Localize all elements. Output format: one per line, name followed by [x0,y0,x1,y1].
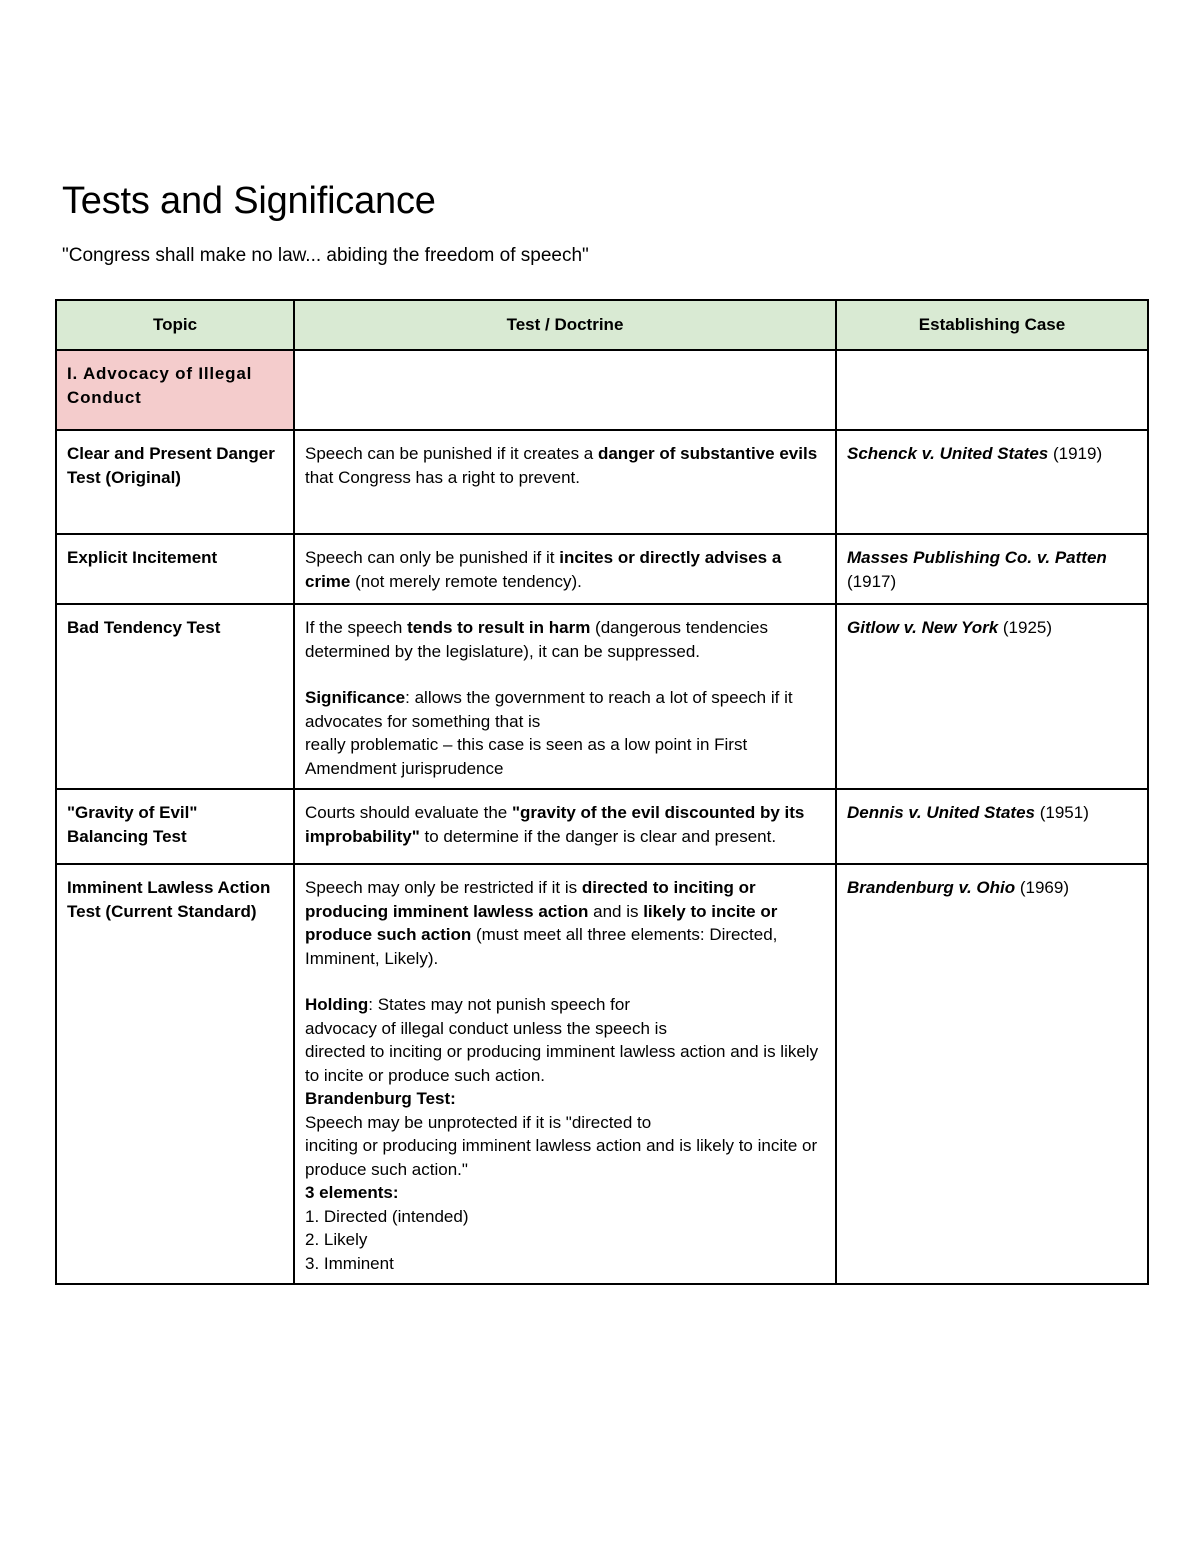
case-year: (1925) [998,618,1053,637]
case-name: Brandenburg v. Ohio [847,878,1016,897]
list-item: 1. Directed (intended) [305,1206,469,1226]
test-text: inciting or producing imminent lawless action and is likely to incite or produce such action." [305,1136,818,1179]
case-name: Dennis v. United States [847,803,1035,822]
case-cell [836,534,1148,604]
case-year: (1969) [1015,878,1069,897]
test-text: directed to inciting or producing imminent lawless action and is likely to incite or produce such action. [305,1042,819,1085]
topic-cell: Explicit Incitement [56,534,294,604]
test-emphasis: danger of substantive evils [597,444,818,463]
header-establishing-case: Establishing Case [836,300,1148,350]
case-cell [836,430,1148,534]
case-cell [836,864,1148,1284]
topic-cell: "Gravity of Evil" Balancing Test [56,789,294,864]
section-empty-cell [294,350,836,430]
test-emphasis: likely to incite or produce such action [305,901,778,944]
case-name: Gitlow v. New York [847,618,999,637]
test-text: : allows the government to reach a lot of speech if it advocates for something that is [305,688,793,731]
case-cell [836,789,1148,864]
elements-label: 3 elements: [305,1183,399,1202]
case-year: (1951) [1035,803,1089,822]
test-text: : States may not punish speech for [368,995,631,1014]
case-cell [836,604,1148,789]
test-emphasis: directed to inciting or producing imminent lawless action [305,878,756,921]
test-text: (must meet all three elements: Directed, Imminent, Likely). [305,925,778,968]
test-cell [294,789,836,864]
case-name: Masses Publishing Co. v. Patten [847,548,1107,567]
header-topic: Topic [56,300,294,350]
test-emphasis: incites or directly advises a crime [305,548,782,591]
case-name: Schenck v. United States [847,444,1049,463]
test-text: Speech may be unprotected if it is "directed to [305,1112,652,1132]
significance-paragraph [305,686,825,733]
test-text: Courts should evaluate the [305,803,512,822]
subtitle-quote: "Congress shall make no law... abiding the freedom of speech" [62,245,589,266]
topic-cell: Bad Tendency Test [56,604,294,789]
test-cell [294,604,836,789]
topic-cell: Imminent Lawless Action Test (Current Standard) [56,864,294,1284]
brandenburg-test-label: Brandenburg Test: [305,1089,456,1108]
case-year: (1917) [847,571,897,591]
test-cell [294,430,836,534]
significance-label: Significance [305,688,406,707]
list-item: 2. Likely [305,1230,368,1249]
test-cell [294,864,836,1284]
test-text: (not merely remote tendency). [350,571,582,591]
table-row [56,430,1148,534]
doctrine-table [55,299,1149,1285]
table-row [56,604,1148,789]
case-year: (1919) [1048,444,1103,463]
test-emphasis: "gravity of the evil discounted by its improbability" [305,803,805,846]
test-paragraph [305,616,825,663]
table-row [56,789,1148,864]
list-item: 3. Imminent [305,1253,394,1273]
holding-label: Holding [305,995,369,1014]
table-header-row [56,300,1148,350]
test-text: to determine if the danger is clear and present. [419,826,777,846]
test-paragraph [305,876,825,970]
table-row [56,534,1148,604]
test-cell [294,534,836,604]
test-text: If the speech [305,618,408,637]
test-text: (dangerous tendencies determined by the legislature), it can be suppressed. [305,618,769,661]
test-text: and is [588,901,644,921]
test-text: really problematic – this case is seen as a low point in First Amendment jurisprudence [305,735,748,778]
test-emphasis: tends to result in harm [407,618,591,637]
test-text: Speech can only be punished if it [305,548,560,567]
test-text: Speech may only be restricted if it is [305,878,582,897]
section-label: I. Advocacy of Illegal Conduct [56,350,294,430]
test-text: Speech can be punished if it creates a [305,444,598,463]
topic-cell: Clear and Present Danger Test (Original) [56,430,294,534]
test-text: that Congress has a right to prevent. [305,467,580,487]
holding-paragraph [305,993,825,1017]
table-row [56,864,1148,1284]
header-test-doctrine: Test / Doctrine [294,300,836,350]
section-empty-cell [836,350,1148,430]
test-text: advocacy of illegal conduct unless the speech is [305,1018,667,1038]
page-title: Tests and Significance [62,180,436,222]
section-row [56,350,1148,430]
